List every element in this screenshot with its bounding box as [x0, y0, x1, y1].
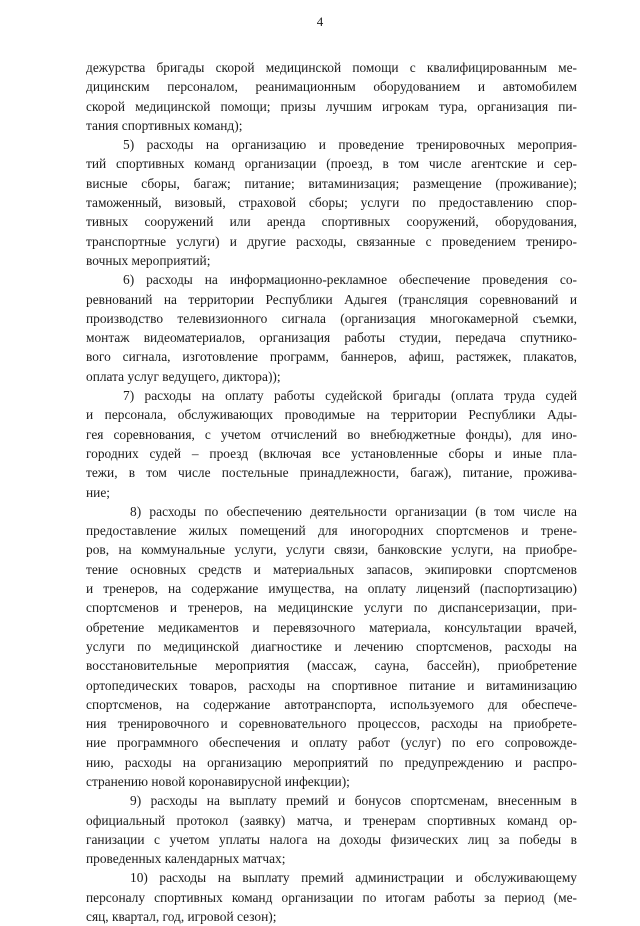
text-line: тение основных средств и материальных запасов, экипировки спортсменов	[86, 561, 577, 577]
text-line: тежи, в том числе постельные принадлежности, багаж), питание, прожива-	[86, 465, 577, 481]
text-line: висные сборы, багаж; питание; витаминизация; размещение (проживание);	[86, 175, 577, 191]
text-line: предоставление жилых помещений для иногородних спортсменов и трене-	[86, 523, 577, 539]
text-line: обретение медикаментов и перевязочного материала, консультации врачей,	[86, 619, 577, 635]
text-line: дежурства бригады скорой медицинской помощи с квалифицированным ме-	[86, 60, 577, 75]
text-line: дицинским персоналом, реанимационным оборудованием и автомобилем	[86, 79, 577, 95]
text-line: спортсменов, на содержание автотранспорта, используемого для обеспече-	[86, 696, 577, 712]
page-number: 4	[316, 14, 324, 29]
text-line: вого сигнала, изготовление программ, баннеров, афиш, растяжек, плакатов,	[86, 349, 577, 365]
text-line: ния тренировочного и соревновательного процессов, расходы на приобрете-	[86, 716, 577, 732]
text-line: таможенный, визовый, страховой сборы; услуги по предоставлению спор-	[86, 195, 577, 211]
text-line: ревнований на территории Республики Адыгея (трансляция соревнований и	[86, 291, 577, 307]
text-line: городних судей – проезд (включая все установленные сборы и иные пла-	[86, 445, 577, 461]
text-line: ние;	[86, 484, 110, 500]
text-line: гея соревнования, с учетом отчислений во внебюджетные фонды), для ино-	[86, 426, 577, 442]
text-line: услуги по медицинской диагностике и лечению спортсменов, расходы на	[86, 638, 577, 654]
text-line: сяц, квартал, год, игровой сезон);	[86, 909, 277, 925]
text-line: ров, на коммунальные услуги, услуги связи, банковские услуги, на приобре-	[86, 542, 577, 558]
text-line: оплата услуг ведущего, диктора));	[86, 368, 281, 384]
text-line: производство телевизионного сигнала (организация многокамерной съемки,	[86, 310, 577, 326]
text-line: тания спортивных команд);	[86, 117, 243, 133]
text-line: восстановительные мероприятия (массаж, сауна, бассейн), приобретение	[86, 658, 577, 674]
text-line: проведенных календарных матчах;	[86, 851, 286, 867]
text-line: транспортные услуги) и другие расходы, связанные с проведением трениро-	[86, 233, 577, 249]
document-body	[86, 58, 577, 926]
text-line: ортопедических товаров, расходы на спортивное питание и витаминизацию	[86, 677, 577, 693]
text-line: и персонала, обслуживающих проводимые на территории Республики Ады-	[86, 407, 577, 423]
text-line: 10) расходы на выплату премий администрации и обслуживающему	[130, 870, 577, 886]
text-line: нию, расходы на организацию мероприятий по предупреждению и распро-	[86, 754, 577, 770]
text-line: официальный протокол (заявку) матча, и тренерам спортивных команд ор-	[86, 812, 577, 828]
text-line: скорой медицинской помощи; призы лучшим игрокам тура, организация пи-	[86, 98, 577, 114]
text-line: 9) расходы на выплату премий и бонусов спортсменам, внесенным в	[130, 793, 577, 809]
text-line: и тренеров, на содержание имущества, на оплату лицензий (паспортизацию)	[86, 581, 577, 597]
text-line: 5) расходы на организацию и проведение тренировочных мероприя-	[123, 137, 577, 153]
text-line: монтаж видеоматериалов, организация работы студии, передача спутнико-	[86, 330, 577, 346]
text-line: спортсменов и тренеров, на медицинские услуги по диспансеризации, при-	[86, 600, 577, 616]
text-line: персоналу спортивных команд организации по итогам работы за период (ме-	[86, 889, 577, 905]
text-line: 8) расходы по обеспечению деятельности организации (в том числе на	[130, 503, 577, 519]
text-line: вочных мероприятий;	[86, 252, 211, 268]
text-line: 7) расходы на оплату работы судейской бригады (оплата труда судей	[123, 388, 577, 404]
text-line: тивных сооружений или аренда спортивных сооружений, оборудования,	[86, 214, 577, 230]
text-line: тий спортивных команд организации (проезд, в том числе агентские и сер-	[86, 156, 577, 172]
text-line: ние программного обеспечения и оплату работ (услуг) по его сопровожде-	[86, 735, 577, 751]
text-line: странению новой коронавирусной инфекции);	[86, 773, 350, 789]
text-line: 6) расходы на информационно-рекламное обеспечение проведения со-	[123, 272, 577, 288]
text-line: ганизации с учетом уплаты налога на доходы физических лиц за победы в	[86, 831, 577, 847]
